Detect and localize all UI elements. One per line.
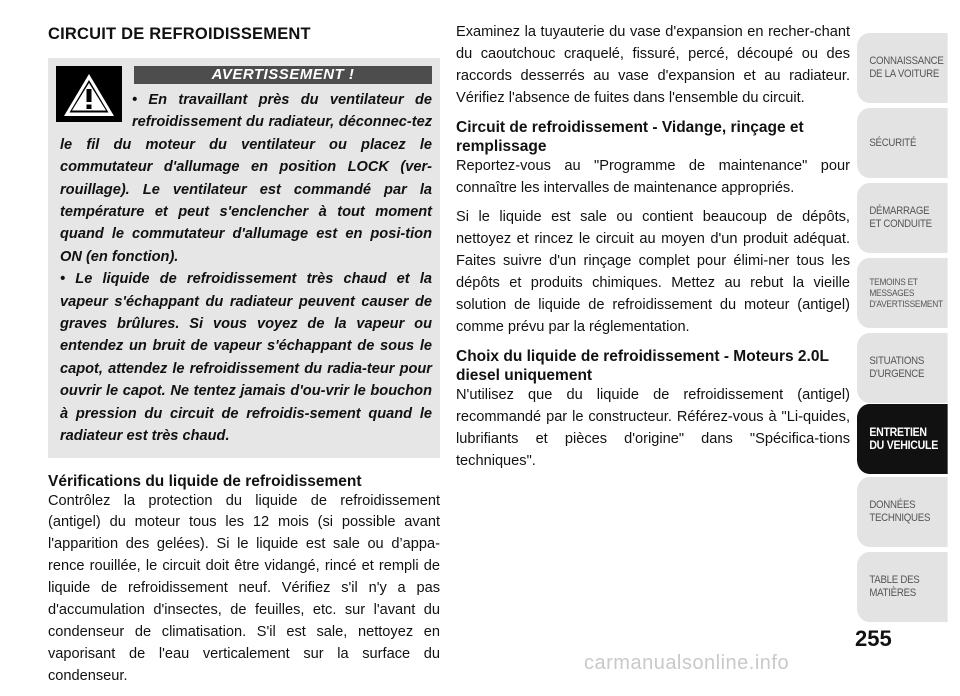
chapter-tabs — [857, 0, 960, 678]
tab-table[interactable]: TABLE DES MATIÈRES — [857, 552, 948, 622]
tab-situations[interactable]: SITUATIONS D'URGENCE — [857, 333, 948, 403]
drain-flush-text-2: Si le liquide est sale ou contient beaucoup de dépôts, nettoyez et rincez le circuit au moyen d'un produit adéquat. Faites suivre d'un rinçage complet pour élimi-ner tous les dépôts et produits chimiques. Mettez au rebut la vieille solution de liquide de refroidissement du moteur (antigel) comme prévu par la réglementation. — [456, 209, 850, 335]
warning-box — [48, 58, 440, 458]
warning-item-1: • En travaillant près du ventilateur de refroidissement du radiateur, déconnec-tez le fil du moteur du ventilateur ou placez le commutateur d'allumage en position LOCK (ver-rouillage). Le ventilateur est commandé par la température et peut s'enclencher à tout moment quand le commutateur d'allumage est en posi-tion ON (en fonction). — [60, 92, 432, 265]
tab-donnees[interactable]: DONNÉES TECHNIQUES — [857, 477, 948, 547]
coolant-check-text: Contrôlez la protection du liquide de refroidissement (antigel) du moteur tous les 12 mois (si possible avant l'apparition des gelées). Si le liquide est sale ou d’appa-rence rouillée, le circuit doit être vidangé, rincé et rempli de liquide de refroidissement neuf. Vérifiez s'il n'y a pas d'accumulation d'insectes, de feuilles, etc. sur l'avant du condenseur de climatisation. S'il est sale, nettoyez en vaporisant de l'eau verticalement sur la surface du condenseur. — [48, 492, 440, 684]
page-number: 255 — [855, 626, 892, 651]
watermark: carmanualsonline.info — [584, 652, 790, 674]
warning-header: AVERTISSEMENT ! — [134, 66, 432, 84]
warning-triangle-icon — [56, 66, 122, 122]
tab-demarrage[interactable]: DÉMARRAGE ET CONDUITE — [857, 183, 948, 253]
tab-connaissance[interactable]: CONNAISSANCE DE LA VOITURE — [857, 33, 948, 103]
tab-temoins[interactable]: TEMOINS ET MESSAGES D'AVERTISSEMENT — [857, 258, 948, 328]
section-title: CIRCUIT DE REFROIDISSEMENT — [48, 25, 311, 43]
hose-inspection-text: Examinez la tuyauterie du vase d'expansion en recher-chant du caoutchouc craquelé, fissuré, percé, découpé ou des raccords desserrés au vase d'expansion et au radiateur. Vérifiez l'absence de fuites dans l'ensemble du circuit. — [456, 24, 850, 106]
warning-text — [60, 84, 432, 448]
tab-securite[interactable]: SÉCURITÉ — [857, 108, 948, 178]
section-heading-coolant-check: Vérifications du liquide de refroidissement — [48, 472, 362, 490]
coolant-choice-text: N'utilisez que du liquide de refroidissement (antigel) recommandé par le constructeur. Référez-vous à "Li-quides, lubrifiants et pièces d'origine" dans "Spécifica-tions techniques". — [456, 386, 850, 469]
right-column — [456, 22, 850, 481]
warning-item-2: • Le liquide de refroidissement très chaud et la vapeur s'échappant du radiateur peuvent causer de graves brûlures. Si vous voyez de la vapeur ou entendez un bruit de vapeur s'échappant de sous le capot, attendez le refroidissement du radia-teur pour ouvrir le capot. Ne tentez jamais d'ou-vrir le bouchon à pression du circuit de refroidis-sement quand le radiateur est très chaud. — [60, 271, 432, 445]
section-heading-drain-flush: Circuit de refroidissement - Vidange, rinçage et remplissage — [456, 118, 804, 155]
left-column — [48, 22, 440, 696]
section-heading-coolant-choice: Choix du liquide de refroidissement - Moteurs 2.0L diesel uniquement — [456, 347, 829, 384]
tab-entretien[interactable]: ENTRETIEN DU VEHICULE — [857, 404, 948, 474]
drain-flush-text-1: Reportez-vous au "Programme de maintenance" pour connaître les intervalles de maintenance appropriés. — [456, 157, 850, 196]
